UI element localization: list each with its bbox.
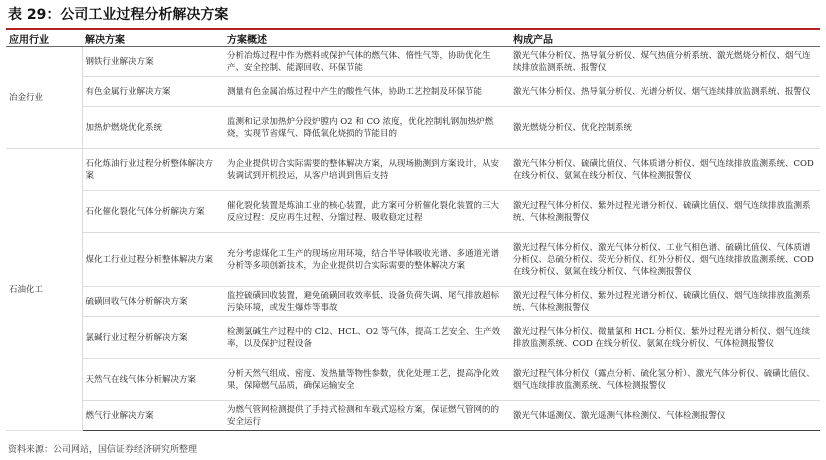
solution-cell: 钢铁行业解决方案 [82,47,224,77]
solution-cell: 煤化工行业过程分析整体解决方案 [82,233,224,287]
overview-cell: 监控硫磺回收装置，避免硫磺回收效率低、设备负荷失调、尾气排放超标污染环境，或发生爆炸等事故 [224,287,510,317]
products-cell: 激光过程气体分析仪、激光气体分析仪、工业气相色谱、硫磺比值仪、气体质谱分析仪、总硫分析仪、荧光分析仪、红外分析仪、烟气连续排放监测系统、COD 在线分析仪、氨氮在线分析仪、气体检测报警仪 [510,233,820,287]
overview-cell: 为燃气管网检测提供了手持式检测和车载式巡检方案，保证燃气管网的的安全运行 [224,401,510,431]
table-row [6,287,820,317]
table-row [6,107,820,149]
products-cell: 激光燃烧分析仪、优化控制系统 [510,107,820,149]
products-cell: 激光过程气体分析仪、紫外过程光谱分析仪、硫磺比值仪、烟气连续排放监测系统、气体检测报警仪 [510,191,820,233]
solutions-table [6,30,820,431]
header-solution: 解决方案 [82,30,224,47]
solution-cell: 有色金属行业解决方案 [82,77,224,107]
products-cell: 激光气体分析仪、热导氧分析仪、光谱分析仪、烟气连续排放监测系统、报警仪 [510,77,820,107]
overview-cell: 分析天然气组成、密度、发热量等物性参数，优化处理工艺，提高净化效果，保障燃气品质，确保运输安全 [224,359,510,401]
overview-cell: 为企业提供切合实际需要的整体解决方案，从现场勘测到方案设计，从安装调试到开机投运，从客户培训到售后支持 [224,149,510,191]
overview-cell: 检测氯碱生产过程中的 Cl2、HCL、O2 等气体，提高工艺安全、生产效率，以及保护过程设备 [224,317,510,359]
overview-cell: 催化裂化装置是炼油工业的核心装置，此方案可分析催化裂化装置的三大反应过程：反应再生过程、分馏过程、吸收稳定过程 [224,191,510,233]
products-cell: 激光过程气体分析仪、紫外过程光谱分析仪、硫磺比值仪、烟气连续排放监测系统、气体检测报警仪 [510,287,820,317]
table-title: 表 29：公司工业过程分析解决方案 [8,7,229,23]
products-cell: 激光气体分析仪、硫磺比值仪、气体质谱分析仪、烟气连续排放监测系统、COD 在线分析仪、氨氮在线分析仪、气体检测报警仪 [510,149,820,191]
header-products: 构成产品 [510,30,820,47]
table-row [6,47,820,77]
solution-cell: 石化催化裂化气体分析解决方案 [82,191,224,233]
table-row [6,401,820,431]
table-row [6,149,820,191]
header-industry: 应用行业 [6,30,82,47]
source-note: 资料来源：公司网站，国信证券经济研究所整理 [8,445,198,455]
overview-cell: 分析冶炼过程中作为燃料或保护气体的燃气体、惰性气等，协助优化生产、安全控制、能源回收、环保节能 [224,47,510,77]
overview-cell: 测量有色金属冶炼过程中产生的酸性气体，协助工艺控制及环保节能 [224,77,510,107]
table-row [6,191,820,233]
header-overview: 方案概述 [224,30,510,47]
products-cell: 激光过程气体分析仪、微量氯和 HCL 分析仪、紫外过程光谱分析仪、烟气连续排放监测系统、COD 在线分析仪、氨氮在线分析仪、气体检测报警仪 [510,317,820,359]
solution-cell: 氯碱行业过程分析解决方案 [82,317,224,359]
solution-cell: 加热炉燃烧优化系统 [82,107,224,149]
table-row [6,317,820,359]
table-row [6,233,820,287]
table-row [6,359,820,401]
products-cell: 激光气体分析仪、热导氧分析仪、煤气热值分析系统、激光燃烧分析仪、烟气连续排放监测系统、报警仪 [510,47,820,77]
solution-cell: 硫磺回收气体分析解决方案 [82,287,224,317]
header-row [6,30,820,47]
products-cell: 激光气体遥测仪、激光遥测气体检测仪、气体检测报警仪 [510,401,820,431]
overview-cell: 监测和记录加热炉分段炉膛内 O2 和 CO 浓度，优化控制轧钢加热炉燃烧，实现节省煤气、降低氧化烧损的节能目的 [224,107,510,149]
industry-cell: 冶金行业 [6,47,82,149]
solution-cell: 天然气在线气体分析解决方案 [82,359,224,401]
industry-cell: 石油化工 [6,149,82,431]
solution-cell: 石化炼油行业过程分析整体解决方案 [82,149,224,191]
table-row [6,77,820,107]
overview-cell: 充分考虑煤化工生产的现场应用环境，结合半导体吸收光谱、多通道光谱分析等多项创新技术，为企业提供切合实际需要的整体解决方案 [224,233,510,287]
solution-cell: 燃气行业解决方案 [82,401,224,431]
products-cell: 激光过程气体分析仪（露点分析、硫化氢分析）、激光气体分析仪、硫磺比值仪、烟气连续排放监测系统、气体检测报警仪 [510,359,820,401]
